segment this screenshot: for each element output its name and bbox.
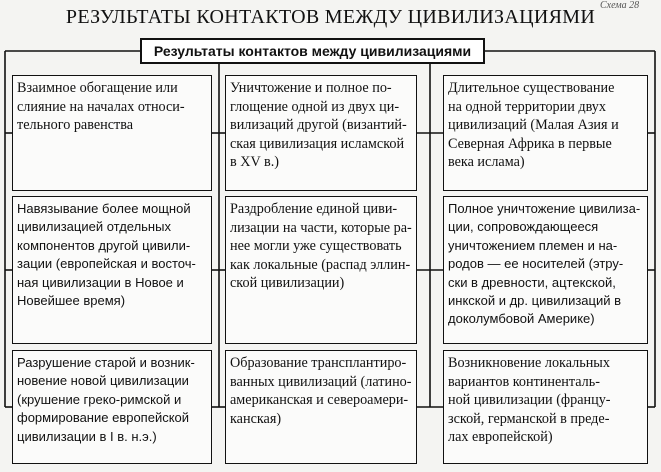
cell-text-line: вариантов континенталь-: [448, 373, 600, 390]
cell-text-line: ски в древности, ацтекской,: [448, 274, 616, 290]
cell-text-line: на одной территории двух: [448, 98, 606, 115]
cell-text-line: Взаимное обогащение или: [17, 80, 178, 96]
cell-text-line: канская): [230, 410, 282, 427]
cell-text-line: в XV в.): [230, 154, 279, 170]
cell-text-line: Возникновение локальных: [448, 355, 610, 371]
cell-text-line: Образование трансплантиро-: [230, 355, 407, 371]
cell-text-line: ванных цивилизаций (латино-: [230, 373, 412, 390]
cell-text-line: вилизаций другой (византий-: [230, 117, 407, 133]
result-fragmentation: [225, 196, 417, 344]
result-mutual-enrichment: [12, 75, 212, 191]
cell-text-line: ная цивилизации в Новое и: [17, 274, 184, 290]
cell-text-line: нее могли уже существовать: [230, 238, 402, 254]
cell-text-line: уничтожением племен и на-: [448, 237, 618, 253]
result-transplanted: [225, 350, 417, 464]
cell-text-line: ной цивилизации (францу-: [448, 392, 611, 408]
cell-text-line: ции, сопровождающееся: [448, 219, 599, 235]
cell-text-line: ская цивилизация исламской: [230, 135, 405, 152]
cell-text-line: Новейшее время): [17, 293, 126, 309]
corner-note: Схема 28: [600, 0, 640, 11]
cell-text-line: Длительное существование: [448, 80, 615, 96]
cell-text-line: (крушение греко-римской и: [17, 391, 182, 407]
cell-text-line: Уничтожение и полное по-: [230, 80, 392, 96]
cell-text-line: Раздробление единой циви-: [230, 201, 398, 217]
cell-text-line: лах европейской): [448, 429, 553, 445]
cell-text-line: ской цивилизации): [230, 275, 345, 291]
cell-text-line: Навязывание более мощной: [17, 201, 191, 216]
result-new-civilization: [12, 350, 212, 464]
result-coexistence: [443, 75, 648, 191]
cell-text-line: инкской и др. цивилизаций в: [448, 293, 622, 309]
result-local-variants: [443, 350, 648, 464]
cell-text-line: цивилизации в I в. н.э.): [17, 428, 157, 444]
cell-text-line: новение новой цивилизации: [17, 373, 189, 389]
result-imposition: [12, 196, 212, 344]
cell-text-line: цивилизаций (Малая Азия и: [448, 117, 619, 133]
cell-text-line: зской, германской в преде-: [448, 410, 610, 427]
result-absorption: [225, 75, 417, 191]
cell-text-line: слияние на началах относи-: [17, 98, 185, 115]
result-destruction: [443, 196, 648, 344]
cell-text-line: тельного равенства: [17, 117, 134, 133]
cell-text-line: глощение одной из двух ци-: [230, 98, 400, 115]
cell-text-line: родов — ее носителей (этру-: [448, 256, 624, 272]
cell-text-line: века ислама): [448, 154, 525, 170]
cell-text-line: цивилизацией отдельных: [17, 219, 171, 235]
cell-text-line: американская и североамери-: [230, 392, 409, 408]
cell-text-line: Северная Африка в первые: [448, 135, 612, 152]
cell-text-line: формирование европейской: [17, 410, 190, 426]
cell-text-line: доколумбовой Америке): [448, 311, 595, 327]
page-title: РЕЗУЛЬТАТЫ КОНТАКТОВ МЕЖДУ ЦИВИЛИЗАЦИЯМИ: [65, 6, 596, 28]
cell-text-line: Разрушение старой и возник-: [17, 355, 195, 370]
cell-text-line: компонентов другой цивили-: [17, 237, 191, 253]
header-box: Результаты контактов между цивилизациями: [140, 38, 485, 64]
cell-text-line: лизации на части, которые ра-: [230, 219, 412, 236]
cell-text-line: Полное уничтожение цивилиза-: [448, 201, 641, 216]
cell-text-line: как локальные (распад эллин-: [230, 256, 411, 273]
cell-text-line: зации (европейская и восточ-: [17, 256, 196, 272]
